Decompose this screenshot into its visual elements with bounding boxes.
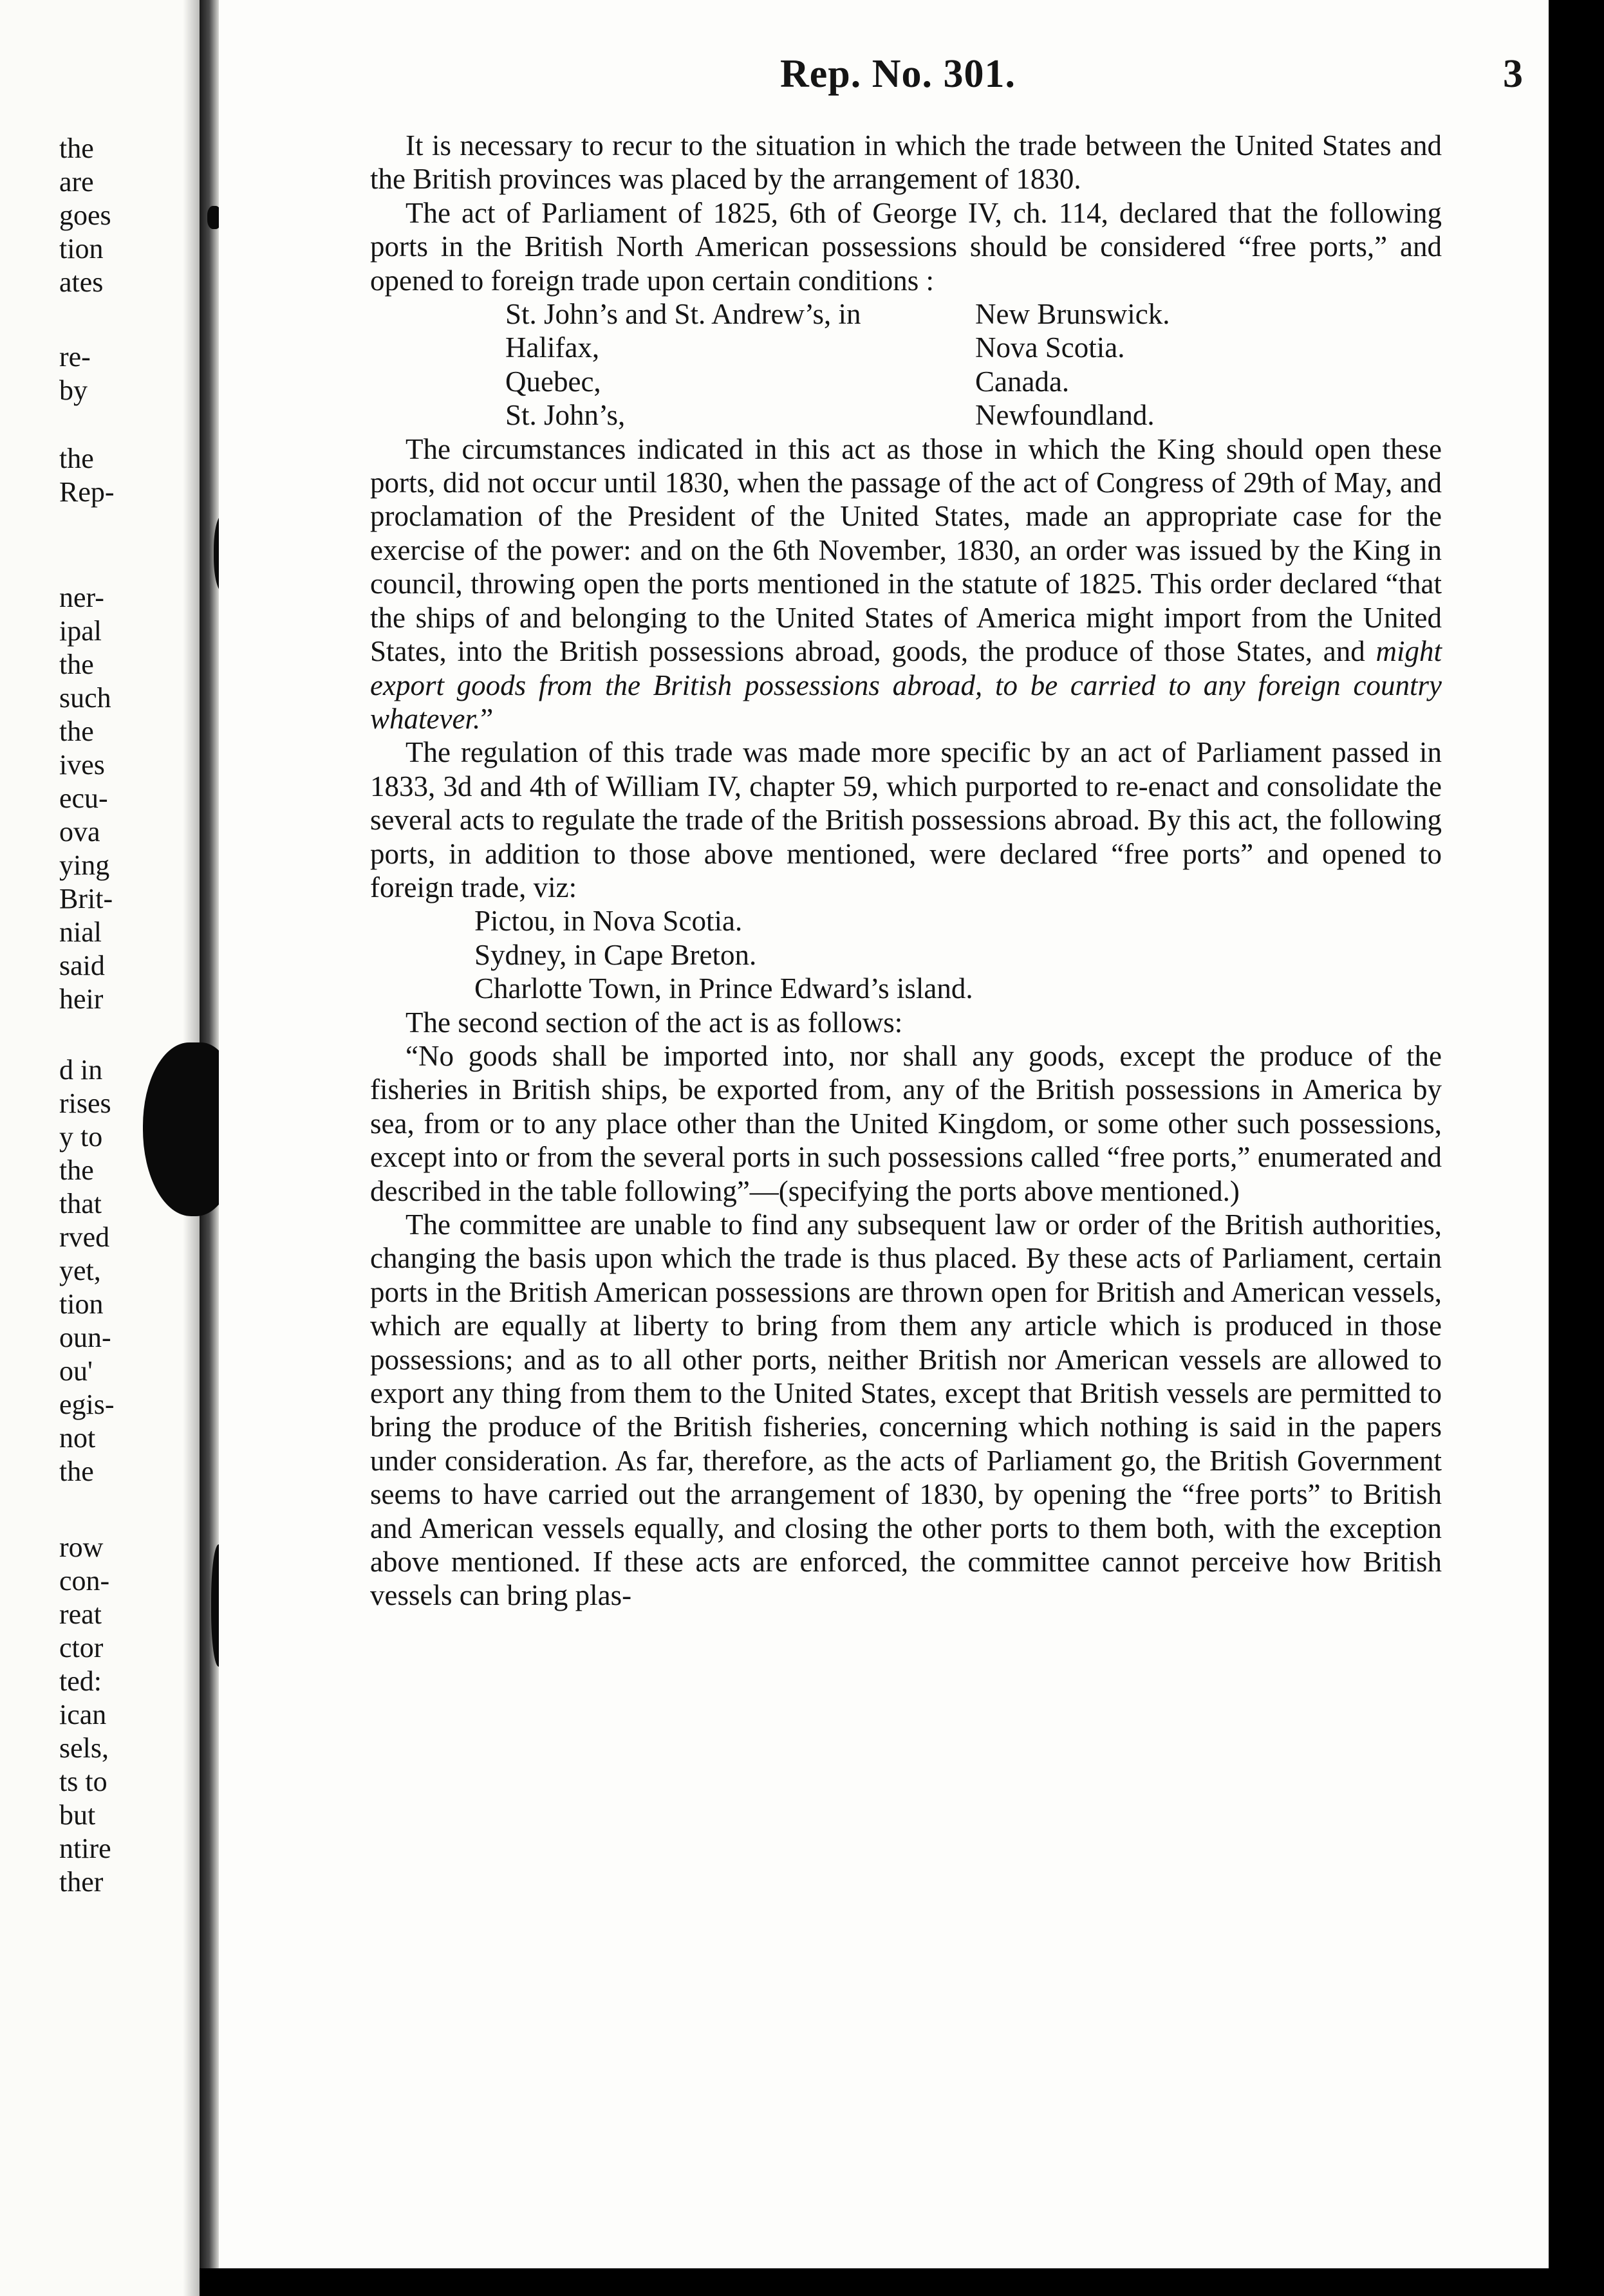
left-page-word-fragment: the	[59, 1154, 94, 1186]
port-name: Quebec,	[505, 365, 601, 398]
report-number: Rep. No. 301.	[780, 52, 1016, 96]
left-page-word-fragment: the	[59, 443, 94, 474]
paragraph: It is necessary to recur to the situation in which the trade between the United States and the British provinces was placed by the arrangement of 1830.	[370, 129, 1442, 196]
left-page-word-fragment: ted:	[59, 1665, 102, 1697]
left-page-word-fragment: heir	[59, 983, 104, 1015]
left-page-word-fragment: y to	[59, 1121, 103, 1153]
left-page-word-fragment: ova	[59, 816, 100, 847]
paragraph: The act of Parliament of 1825, 6th of George IV, ch. 114, declared that the following ports in the British North American possessions should be considered “free ports,” and opened to foreign trade upon certain conditions :	[370, 196, 1442, 297]
left-page-word-fragment: rved	[59, 1221, 110, 1253]
left-page-word-fragment: the	[59, 649, 94, 680]
port-region: Newfoundland.	[975, 399, 1155, 432]
body-text	[370, 129, 1442, 1613]
paragraph: The regulation of this trade was made more specific by an act of Parliament passed in 1833, 3d and 4th of William IV, chapter 59, which purported to re-enact and consolidate the several acts to regulate the trade of the British possessions abroad. By this act, the following ports, in addition to those above mentioned, were declared “free ports” and opened to foreign trade, viz:	[370, 736, 1442, 903]
port-row	[505, 331, 1442, 364]
left-page-word-fragment: d in	[59, 1054, 103, 1086]
port-row	[505, 398, 1442, 432]
closing-quote: ”	[480, 702, 494, 735]
left-page-word-fragment: Rep-	[59, 476, 115, 508]
list-item: Charlotte Town, in Prince Edward’s island.	[474, 972, 973, 1005]
left-page-word-fragment: ives	[59, 749, 105, 781]
left-page-word-fragment: the	[59, 716, 94, 747]
scan-edge	[1549, 0, 1604, 2296]
left-page-word-fragment: by	[59, 375, 88, 406]
added-free-ports-list	[474, 904, 1442, 1005]
port-region: New Brunswick.	[975, 298, 1170, 331]
port-name: St. John’s and St. Andrew’s, in	[505, 298, 861, 331]
quoted-statute: “No goods shall be imported into, nor shall any goods, except the produce of the fisheries in British ships, be exported from, any of the British possessions in America by sea, from or to any place other than the United Kingdom, or some other such possessions, except into or from the several ports in such possessions called “free ports,” enumerated and described in the table following”—(specifying the ports above mentioned.)	[370, 1039, 1442, 1207]
paragraph: The committee are unable to find any subsequent law or order of the British authorities, changing the basis upon which the trade is thus placed. By these acts of Parliament, certain ports in the British American possessions are thrown open for British and American vessels, which are equally at liberty to bring from them any article which is produced in those possessions; and as to all other ports, neither British nor American vessels are allowed to export any thing from them to the United States, except that British vessels are permitted to bring the produce of the British fisheries, concerning which nothing is said in the papers under consideration. As far, therefore, as the acts of Parliament go, the British Government seems to have carried out the arrangement of 1830, by opening the “free ports” to British and American vessels equally, and closing the other ports to them both, with the exception above mentioned. If these acts are enforced, the committee cannot perceive how British vessels can bring plas-	[370, 1208, 1442, 1612]
left-page-word-fragment: tion	[59, 1288, 104, 1320]
left-page-word-fragment: rises	[59, 1088, 111, 1119]
left-page-word-fragment: ntire	[59, 1833, 111, 1864]
free-ports-table	[370, 297, 1442, 432]
left-page-word-fragment: ican	[59, 1699, 107, 1730]
left-page-word-fragment: tion	[59, 233, 104, 264]
scan-bottom-edge	[200, 2268, 1604, 2296]
left-page-word-fragment: the	[59, 133, 94, 164]
document-page	[219, 0, 1549, 2268]
left-page-word-fragment: ecu-	[59, 782, 108, 814]
left-page-word-fragment: ts to	[59, 1766, 107, 1797]
left-page-word-fragment: sels,	[59, 1732, 109, 1764]
list-item: Pictou, in Nova Scotia.	[474, 905, 743, 938]
left-page-word-fragment: ther	[59, 1866, 104, 1898]
paragraph	[370, 432, 1442, 736]
left-page-word-fragment: such	[59, 682, 111, 714]
paragraph-text: The circumstances indicated in this act as those in which the King should open these ports, did not occur until 1830, when the passage of the act of Congress of 29th of May, and proclamation of the President of the United States, made an appropriate case for the exercise of the power: and on the 6th November, 1830, an order was issued by the King in council, throwing open the ports mentioned in the statute of 1825. This order declared “that the ships of and belonging to the United States of America might import from the United States, into the British possessions abroad, goods, the produce of those States, and	[370, 432, 1442, 668]
port-row	[505, 365, 1442, 398]
left-page-word-fragment: that	[59, 1188, 102, 1219]
left-page-word-fragment: nial	[59, 916, 102, 948]
left-page-word-fragment: re-	[59, 341, 91, 373]
left-page-word-fragment: said	[59, 950, 105, 981]
left-page-word-fragment: are	[59, 166, 94, 198]
left-page-word-fragment: egis-	[59, 1389, 115, 1420]
left-page-word-fragment: ying	[59, 849, 110, 881]
left-page-word-fragment: con-	[59, 1565, 110, 1597]
left-page-word-fragment: ner-	[59, 582, 104, 613]
left-page-word-fragment: oun-	[59, 1322, 111, 1353]
quoted-italic-text: might export goods from the British possessions abroad, to be carried to any foreign country whatever.	[370, 635, 1442, 735]
page-header	[219, 44, 1549, 102]
port-region: Canada.	[975, 365, 1070, 398]
port-name: Halifax,	[505, 331, 600, 364]
left-page-word-fragment: the	[59, 1456, 94, 1487]
left-page-word-fragment: goes	[59, 199, 111, 231]
paragraph: The second section of the act is as follows:	[406, 1006, 903, 1039]
left-page-word-fragment: ates	[59, 266, 104, 298]
left-page-word-fragment: ctor	[59, 1632, 104, 1663]
port-region: Nova Scotia.	[975, 331, 1125, 364]
left-page-word-fragment: Brit-	[59, 883, 113, 914]
left-page-word-fragment: yet,	[59, 1255, 101, 1286]
left-page-word-fragment: reat	[59, 1598, 102, 1630]
left-page-word-fragment: not	[59, 1422, 96, 1454]
list-item: Sydney, in Cape Breton.	[474, 938, 757, 971]
left-page-word-fragment: ipal	[59, 615, 102, 647]
left-page-word-fragment: ou'	[59, 1355, 93, 1387]
left-page-word-fragment: but	[59, 1799, 96, 1831]
left-page-word-fragment: row	[59, 1532, 104, 1563]
port-name: St. John’s,	[505, 399, 626, 432]
port-row	[505, 297, 1442, 331]
page-number: 3	[1503, 52, 1523, 96]
